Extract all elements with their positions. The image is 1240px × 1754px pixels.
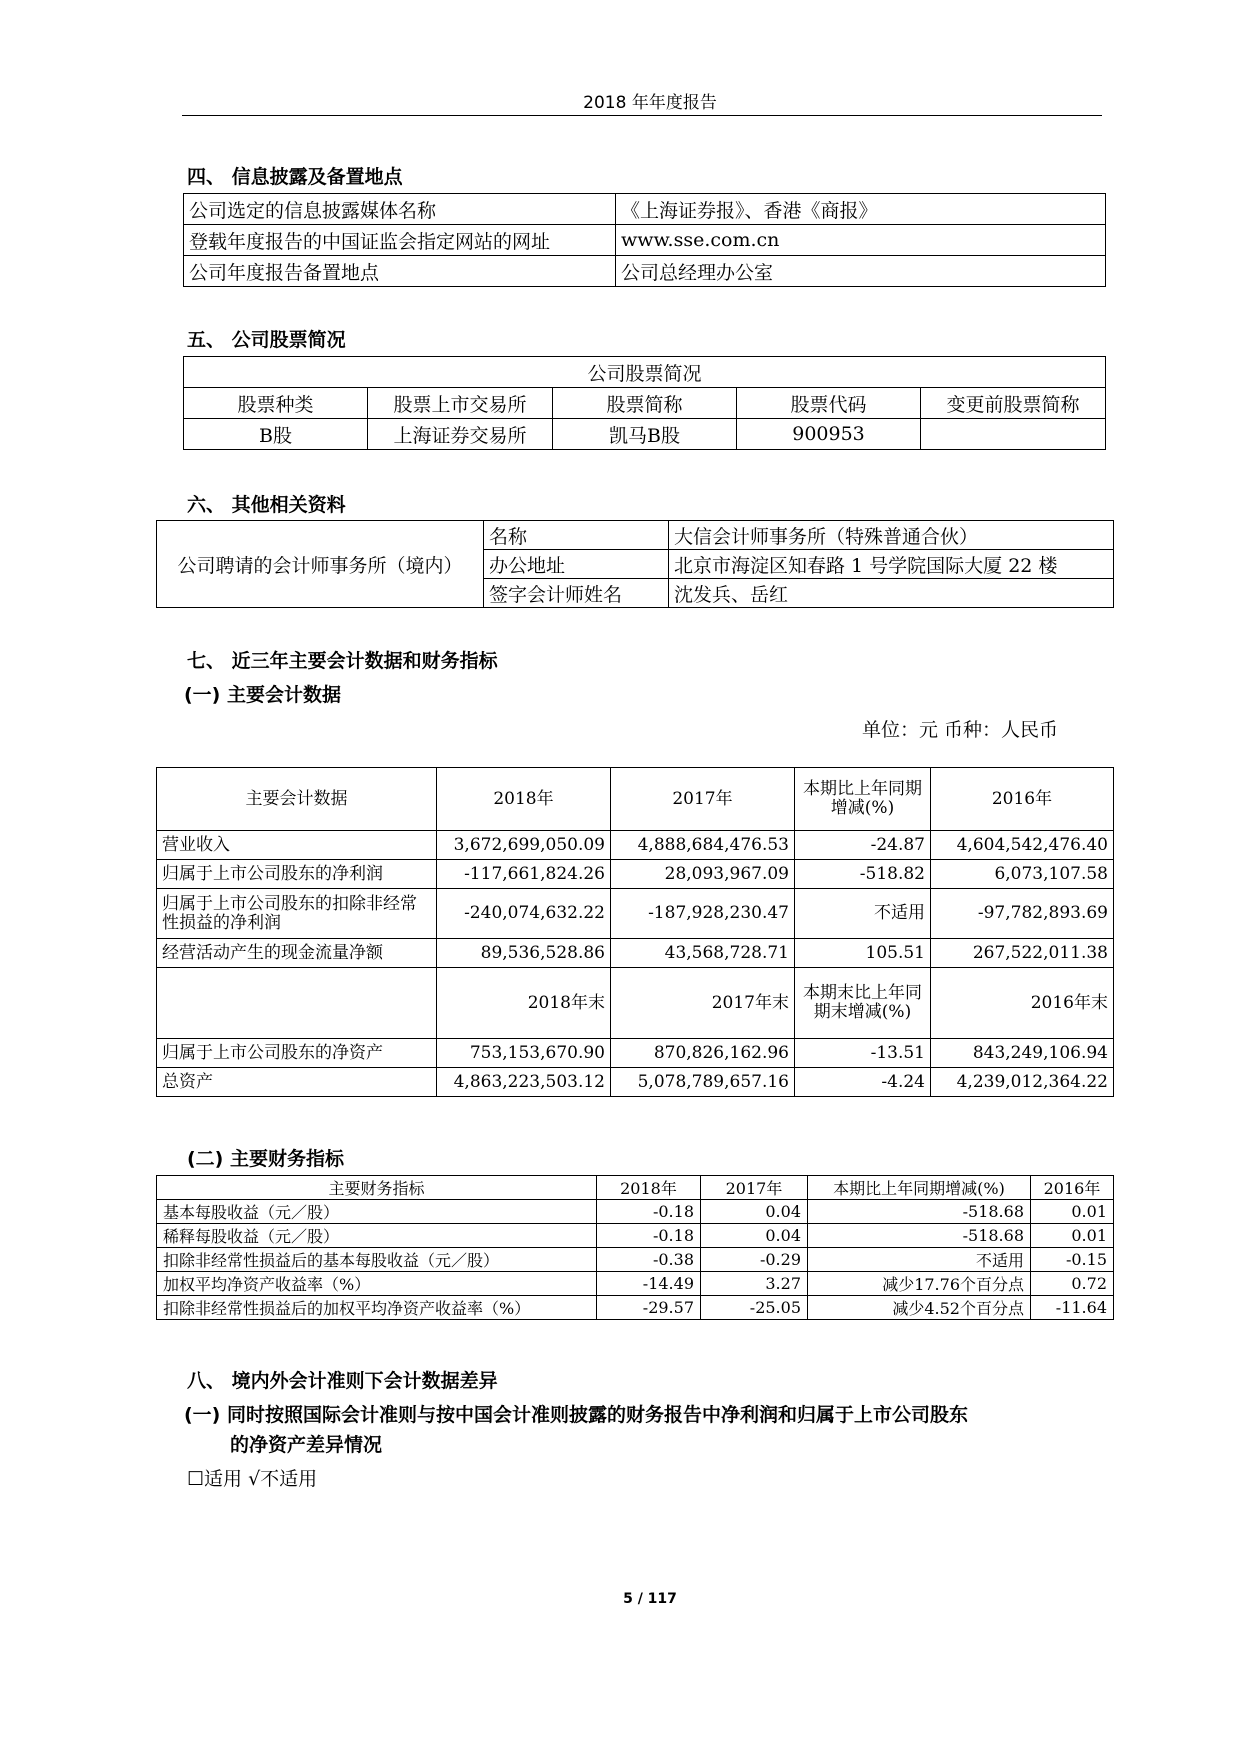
table-cell: -14.49 <box>597 1272 701 1296</box>
table-row <box>157 1039 1114 1068</box>
table-cell: 公司年度报告备置地点 <box>184 256 616 287</box>
table-cell: 总资产 <box>157 1068 437 1097</box>
table-cell: 0.01 <box>1031 1224 1114 1248</box>
table-cell: 大信会计师事务所（特殊普通合伙） <box>669 521 1114 550</box>
table-cell: 基本每股收益（元／股） <box>157 1200 597 1224</box>
table-row <box>157 1248 1114 1272</box>
table-cell: -29.57 <box>597 1296 701 1320</box>
column-header: 股票简称 <box>553 388 737 419</box>
table-row <box>184 357 1106 388</box>
table-cell: 不适用 <box>795 889 931 939</box>
table-cell: -11.64 <box>1031 1296 1114 1320</box>
table-cell: -117,661,824.26 <box>437 860 611 889</box>
table-cell: 不适用 <box>808 1248 1031 1272</box>
table-cell: 43,568,728.71 <box>611 939 795 968</box>
column-header: 2016年 <box>1031 1176 1114 1200</box>
disclosure-table <box>183 193 1106 287</box>
table-cell: -0.18 <box>597 1200 701 1224</box>
table-row <box>157 521 1114 550</box>
table-cell: 267,522,011.38 <box>931 939 1114 968</box>
column-header: 变更前股票简称 <box>921 388 1106 419</box>
table-cell: 签字会计师姓名 <box>484 579 669 608</box>
subsection-7-2-heading: (二) 主要财务指标 <box>187 1148 344 1170</box>
table-row <box>157 1200 1114 1224</box>
table-cell: -25.05 <box>701 1296 808 1320</box>
column-header: 2017年 <box>701 1176 808 1200</box>
table-cell: 营业收入 <box>157 831 437 860</box>
header-rule <box>182 115 1102 116</box>
column-header: 股票种类 <box>184 388 368 419</box>
section-6-heading: 六、 其他相关资料 <box>187 494 346 516</box>
table-cell: 减少4.52个百分点 <box>808 1296 1031 1320</box>
column-header: 本期末比上年同期末增减(%) <box>795 968 931 1039</box>
table-cell: 0.01 <box>1031 1200 1114 1224</box>
column-header <box>157 968 437 1039</box>
column-header: 股票上市交易所 <box>368 388 553 419</box>
column-header: 2016年末 <box>931 968 1114 1039</box>
table-cell: -97,782,893.69 <box>931 889 1114 939</box>
unit-currency-note: 单位：元 币种：人民币 <box>862 719 1059 741</box>
table-cell: 105.51 <box>795 939 931 968</box>
table-cell: 753,153,670.90 <box>437 1039 611 1068</box>
column-header: 2017年末 <box>611 968 795 1039</box>
table-cell: -4.24 <box>795 1068 931 1097</box>
column-header: 2018年末 <box>437 968 611 1039</box>
page-header-title: 2018 年年度报告 <box>583 93 717 113</box>
table-cell: 4,239,012,364.22 <box>931 1068 1114 1097</box>
table-cell: 《上海证券报》、香港《商报》 <box>616 194 1106 225</box>
table-row <box>184 419 1106 450</box>
table-row <box>157 1272 1114 1296</box>
table-header-row <box>157 768 1114 831</box>
table-cell: -0.15 <box>1031 1248 1114 1272</box>
table-cell: 公司总经理办公室 <box>616 256 1106 287</box>
page-number: 5 / 117 <box>623 1591 677 1607</box>
table-cell: 28,093,967.09 <box>611 860 795 889</box>
table-cell: 0.72 <box>1031 1272 1114 1296</box>
table-cell: 0.04 <box>701 1200 808 1224</box>
subsection-8-1-heading: (一) 同时按照国际会计准则与按中国会计准则披露的财务报告中净利润和归属于上市公司股东 <box>184 1404 968 1426</box>
accounting-data-table <box>156 767 1114 1097</box>
table-cell: 办公地址 <box>484 550 669 579</box>
table-cell: 归属于上市公司股东的扣除非经常性损益的净利润 <box>157 889 437 939</box>
applicability-status: ☐适用 √不适用 <box>187 1468 318 1490</box>
table-header-row <box>157 968 1114 1039</box>
table-header-row <box>157 1176 1114 1200</box>
table-row <box>157 831 1114 860</box>
table-cell: 登载年度报告的中国证监会指定网站的网址 <box>184 225 616 256</box>
column-header: 2016年 <box>931 768 1114 831</box>
column-header: 本期比上年同期增减(%) <box>795 768 931 831</box>
table-cell: 减少17.76个百分点 <box>808 1272 1031 1296</box>
table-row <box>157 889 1114 939</box>
table-row <box>184 256 1106 287</box>
table-row <box>157 939 1114 968</box>
stock-table <box>183 356 1106 450</box>
column-header: 2018年 <box>437 768 611 831</box>
section-5-heading: 五、 公司股票简况 <box>187 329 346 351</box>
table-cell: 0.04 <box>701 1224 808 1248</box>
table-cell: 经营活动产生的现金流量净额 <box>157 939 437 968</box>
table-cell: 沈发兵、岳红 <box>669 579 1114 608</box>
table-cell: 89,536,528.86 <box>437 939 611 968</box>
table-cell: 4,863,223,503.12 <box>437 1068 611 1097</box>
table-row <box>184 225 1106 256</box>
table-cell: 3,672,699,050.09 <box>437 831 611 860</box>
table-cell: 名称 <box>484 521 669 550</box>
column-header: 主要财务指标 <box>157 1176 597 1200</box>
table-cell: -0.38 <box>597 1248 701 1272</box>
column-header: 主要会计数据 <box>157 768 437 831</box>
column-header: 2017年 <box>611 768 795 831</box>
section-8-heading: 八、 境内外会计准则下会计数据差异 <box>187 1370 498 1392</box>
subsection-8-1-heading-cont: 的净资产差异情况 <box>230 1434 383 1456</box>
auditor-table <box>156 520 1114 608</box>
table-cell: -518.68 <box>808 1200 1031 1224</box>
table-cell: 870,826,162.96 <box>611 1039 795 1068</box>
table-cell: 归属于上市公司股东的净资产 <box>157 1039 437 1068</box>
table-cell: B股 <box>184 419 368 450</box>
table-cell: -518.68 <box>808 1224 1031 1248</box>
table-cell: 6,073,107.58 <box>931 860 1114 889</box>
table-cell: www.sse.com.cn <box>616 225 1106 256</box>
table-cell: -0.29 <box>701 1248 808 1272</box>
table-cell: 3.27 <box>701 1272 808 1296</box>
table-cell: -240,074,632.22 <box>437 889 611 939</box>
subsection-7-1-heading: (一) 主要会计数据 <box>184 684 341 706</box>
table-cell: 公司选定的信息披露媒体名称 <box>184 194 616 225</box>
table-row <box>157 1068 1114 1097</box>
table-cell <box>921 419 1106 450</box>
table-cell: 843,249,106.94 <box>931 1039 1114 1068</box>
table-cell: 稀释每股收益（元／股） <box>157 1224 597 1248</box>
table-cell: 加权平均净资产收益率（%） <box>157 1272 597 1296</box>
column-header: 股票代码 <box>737 388 921 419</box>
table-cell: 归属于上市公司股东的净利润 <box>157 860 437 889</box>
table-cell: 扣除非经常性损益后的基本每股收益（元／股） <box>157 1248 597 1272</box>
table-cell: 上海证券交易所 <box>368 419 553 450</box>
table-row <box>157 860 1114 889</box>
table-row <box>157 1224 1114 1248</box>
table-cell: 北京市海淀区知春路 1 号学院国际大厦 22 楼 <box>669 550 1114 579</box>
column-header: 2018年 <box>597 1176 701 1200</box>
table-cell: 900953 <box>737 419 921 450</box>
table-cell: 4,604,542,476.40 <box>931 831 1114 860</box>
table-cell: -13.51 <box>795 1039 931 1068</box>
table-cell: -187,928,230.47 <box>611 889 795 939</box>
table-cell: 4,888,684,476.53 <box>611 831 795 860</box>
table-cell: 凯马B股 <box>553 419 737 450</box>
table-cell: -0.18 <box>597 1224 701 1248</box>
table-header-row <box>184 388 1106 419</box>
section-7-heading: 七、 近三年主要会计数据和财务指标 <box>187 650 498 672</box>
table-title: 公司股票简况 <box>184 357 1106 388</box>
table-row <box>157 1296 1114 1320</box>
table-cell: -24.87 <box>795 831 931 860</box>
table-cell: 5,078,789,657.16 <box>611 1068 795 1097</box>
table-cell: 公司聘请的会计师事务所（境内） <box>157 521 484 608</box>
table-cell: 扣除非经常性损益后的加权平均净资产收益率（%） <box>157 1296 597 1320</box>
section-4-heading: 四、 信息披露及备置地点 <box>187 166 403 188</box>
table-cell: -518.82 <box>795 860 931 889</box>
column-header: 本期比上年同期增减(%) <box>808 1176 1031 1200</box>
financial-indicators-table <box>156 1175 1114 1320</box>
table-row <box>184 194 1106 225</box>
